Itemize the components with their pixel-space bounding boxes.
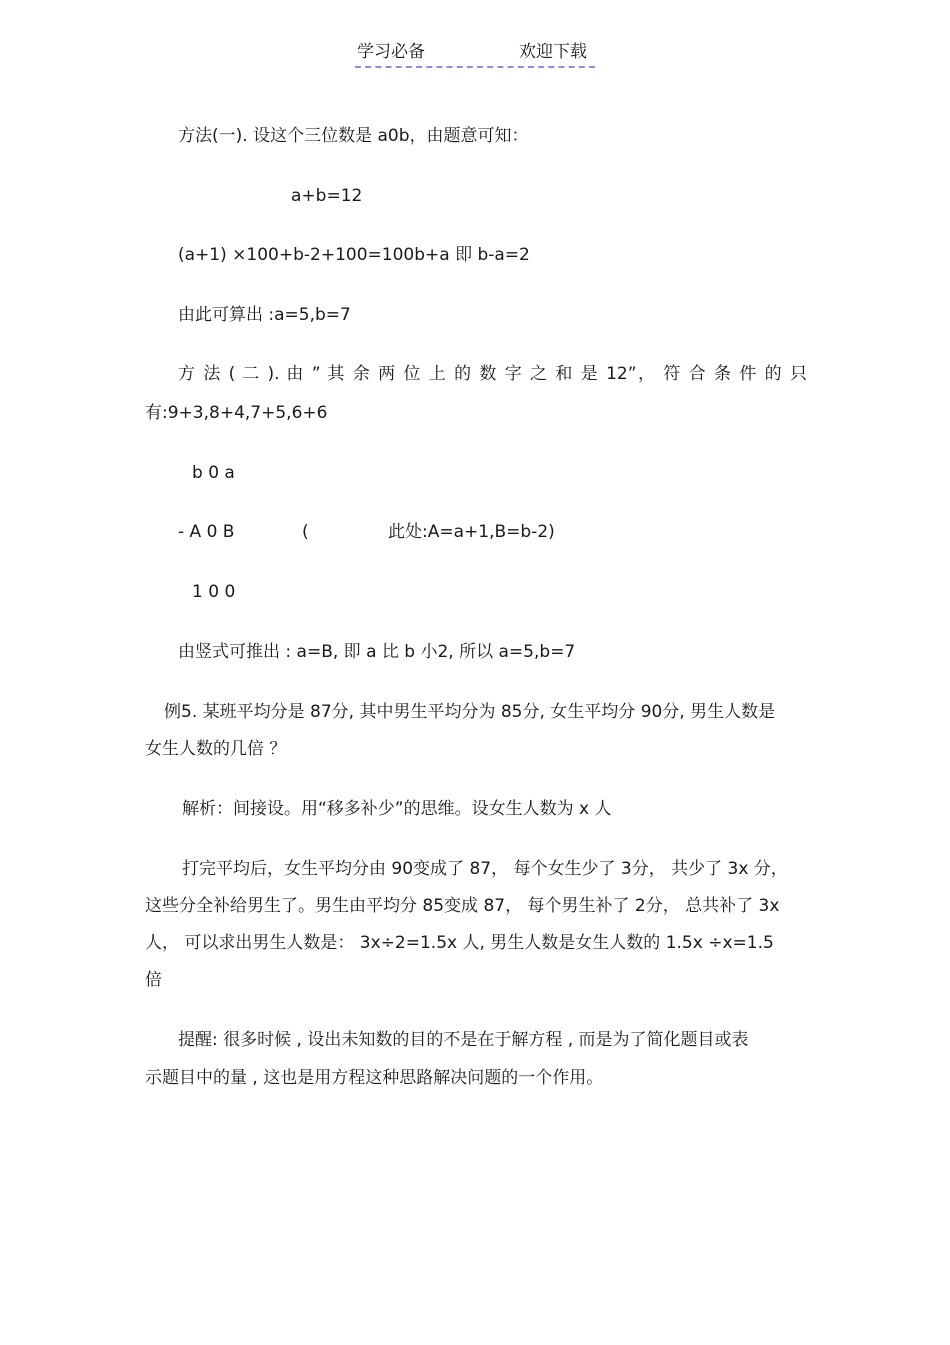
reminder-line2: 示题目中的量 , 这也是用方程这种思路解决问题的一个作用。 [145,1068,604,1088]
method1-result: 由此可算出 :a=5,b=7 [178,305,351,325]
vertical-calc-row3: 1 0 0 [192,582,236,602]
header-right-text: 欢迎下载 [519,42,587,62]
explain-line3: 人， 可以求出男生人数是： 3x÷2=1.5x 人, 男生人数是女生人数的 1.5x ÷x=1.5 [145,933,774,953]
method1-intro: 方法(一). 设这个三位数是 a0b，由题意可知： [178,126,529,146]
vertical-calc-row1: b 0 a [192,463,235,483]
equation-transform: (a+1) ×100+b-2+100=100b+a 即 b-a=2 [178,245,530,265]
vertical-calc-note: 此处:A=a+1,B=b-2) [388,522,555,542]
equation-sum: a+b=12 [291,186,363,206]
vertical-calc-row2: - A 0 B [178,522,235,542]
method2-conclusion: 由竖式可推出 : a=B, 即 a 比 b 小2, 所以 a=5,b=7 [178,642,576,662]
method2-line1: 方 法 ( 二 ). 由 ” 其 余 两 位 上 的 数 字 之 和 是 12”， 符 合 条 件 的 只 [178,364,807,384]
header-left-text: 学习必备 [357,42,425,62]
example5-line1: 例5. 某班平均分是 87分, 其中男生平均分为 85分, 女生平均分 90分, 男生人数是 [164,702,776,722]
reminder-line1: 提醒: 很多时候 , 设出未知数的目的不是在于解方程 , 而是为了简化题目或表 [178,1030,749,1050]
example5-line2: 女生人数的几倍 ？ [145,739,287,759]
vertical-calc-paren: ( [302,522,309,542]
explain-line1: 打完平均后，女生平均分由 90变成了 87， 每个女生少了 3分， 共少了 3x 分， [182,859,788,879]
method2-line2: 有:9+3,8+4,7+5,6+6 [145,403,328,423]
explain-line4: 倍 [145,970,162,990]
explain-line2: 这些分全补给男生了。男生由平均分 85变成 87， 每个男生补了 2分， 总共补了 3x [145,896,780,916]
analysis-line: 解析：间接设。用“移多补少”的思维。设女生人数为 x 人 [182,799,612,819]
page-header [355,40,595,68]
